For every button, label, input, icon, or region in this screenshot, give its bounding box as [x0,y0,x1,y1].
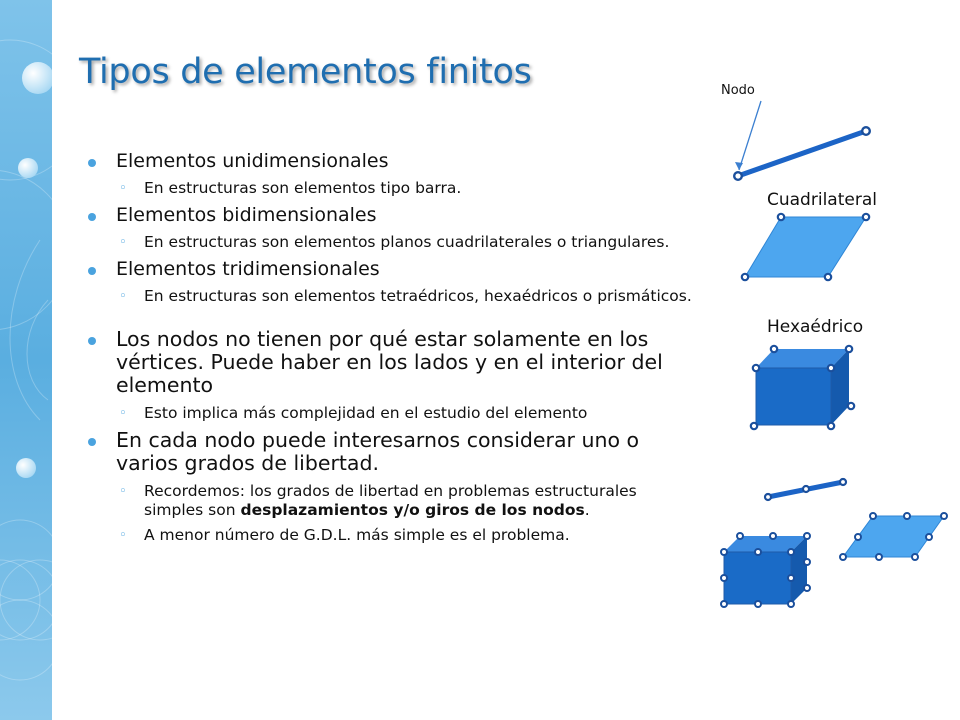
hex-element-midnodes [721,533,810,607]
node-point [848,403,854,409]
node-point [804,585,810,591]
node-point [721,575,727,581]
node-point [721,549,727,555]
sub-bullet-text: En estructuras son elementos tipo barra. [144,179,462,197]
bar-element-midnodes [765,479,846,500]
bullet-text: Los nodos no tienen por qué estar solamente en los vértices. Puede haber en los lados y en el interior del elemento [116,327,663,397]
sub-bullet-item [88,482,698,520]
node-point [755,549,761,555]
sub-bullet-marker: ◦ [119,406,127,421]
bullet-item [88,258,698,280]
cube-front-face [724,552,791,604]
node-point [926,534,932,540]
node-point [751,423,757,429]
sub-bullet-item [88,179,698,198]
node-point [755,601,761,607]
bullet-text: Elementos tridimensionales [116,258,380,280]
sub-bullet-item [88,287,698,306]
node-point [737,533,743,539]
quad-label: Cuadrilateral [767,190,877,210]
sub-bullet-text: A menor número de G.D.L. más simple es el problema. [144,526,570,544]
node-point [828,365,834,371]
bullet-item [88,204,698,226]
bullet-dot [88,267,96,275]
node-point [863,214,869,220]
sub-bullet-item [88,233,698,252]
element-figures [700,70,950,630]
bullet-text: En cada nodo puede interesarnos considerar uno o varios grados de libertad. [116,428,640,475]
bullet-dot [88,213,96,221]
sub-bullet-item [88,526,698,545]
node-point [862,127,870,135]
node-point [778,214,784,220]
node-point [876,554,882,560]
sub-bullet-text: En estructuras son elementos tetraédricos, hexaédricos o prismáticos. [144,287,692,305]
sub-bullet-text-after: . [584,501,590,519]
hex-element [751,346,854,429]
quad-shape [745,217,866,277]
sub-bullet-marker: ◦ [119,235,127,250]
bar-line [738,131,866,176]
sub-bullet-marker: ◦ [119,181,127,196]
node-point [765,494,771,500]
node-point [904,513,910,519]
quad-element-midnodes [840,513,947,560]
bullet-dot [88,159,96,167]
node-point [840,554,846,560]
bullet-item [88,429,698,475]
bullet-dot [88,337,96,345]
quad-element [742,214,869,280]
bullet-item [88,328,698,397]
sub-bullet-marker: ◦ [119,484,127,499]
bullet-item [88,150,698,172]
node-point [788,549,794,555]
bar-element [734,101,870,180]
node-point [721,601,727,607]
node-point [804,533,810,539]
node-point [825,274,831,280]
bullet-dot [88,438,96,446]
sub-bullet-text: Esto implica más complejidad en el estudio del elemento [144,404,588,422]
node-point [870,513,876,519]
sub-bullet-text: En estructuras son elementos planos cuadrilaterales o triangulares. [144,233,670,251]
node-point [855,534,861,540]
node-point [803,486,809,492]
node-point [742,274,748,280]
node-point [846,346,852,352]
node-point [828,423,834,429]
sub-bullet-item [88,404,698,423]
arrow-head [735,162,743,170]
sub-bullet-bold-text: desplazamientos y/o giros de los nodos [240,501,585,519]
sub-bullet-text-before: Recordemos: los grados de libertad en problemas estructurales simples son [144,482,637,519]
node-point [734,172,742,180]
cube-front-face [756,368,831,425]
node-point [770,533,776,539]
node-point [840,479,846,485]
element-diagrams [700,70,950,630]
node-point [941,513,947,519]
sub-bullet-marker: ◦ [119,289,127,304]
bullet-text: Elementos bidimensionales [116,204,377,226]
sidebar-pattern [0,0,52,720]
bullet-list [88,150,698,551]
node-point [771,346,777,352]
node-point [788,575,794,581]
node-label: Nodo [721,83,755,98]
slide-title: Tipos de elementos finitos [79,52,532,92]
node-pointer-arrow [739,101,761,170]
hex-label: Hexaédrico [767,317,864,337]
node-point [753,365,759,371]
node-point [912,554,918,560]
bullet-text: Elementos unidimensionales [116,150,389,172]
node-point [788,601,794,607]
sub-bullet-marker: ◦ [119,528,127,543]
node-point [804,559,810,565]
decorative-sidebar [0,0,52,720]
